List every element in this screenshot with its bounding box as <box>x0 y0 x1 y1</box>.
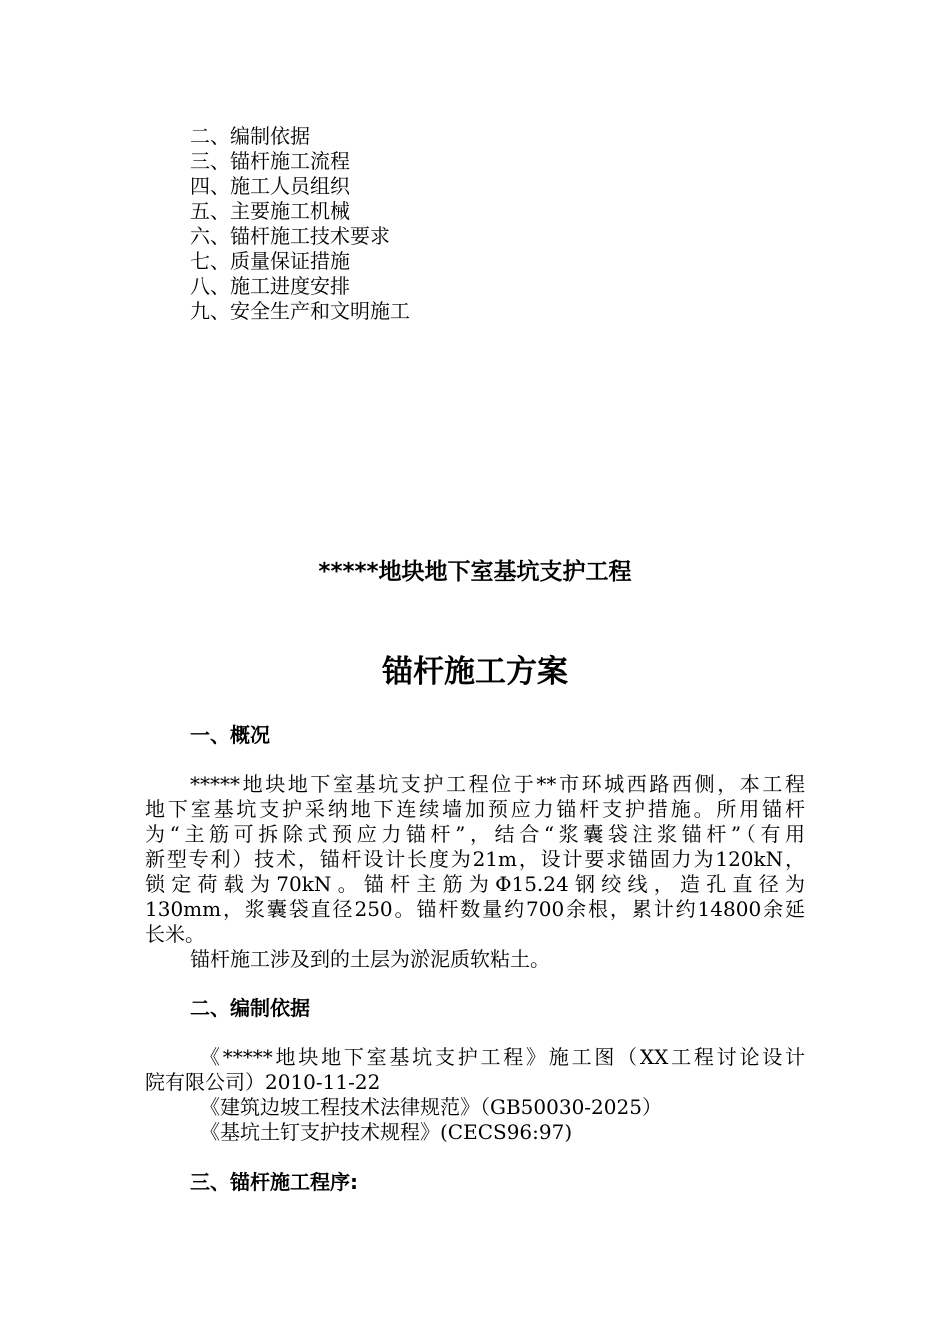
project-subtitle: *****地块地下室基坑支护工程 <box>318 559 632 585</box>
toc-item: 九、安全生产和文明施工 <box>190 299 410 323</box>
section-heading-procedure: 三、锚杆施工程序: <box>190 1170 358 1194</box>
toc-item: 六、锚杆施工技术要求 <box>190 224 390 248</box>
paragraph-line: 新型专利）技术，锚杆设计长度为21m，设计要求锚固力为120kN， <box>145 847 805 871</box>
paragraph-line: 长米。 <box>145 922 205 946</box>
reference-line: 《*****地块地下室基坑支护工程》施工图（XX工程讨论设计 <box>200 1045 805 1069</box>
section-heading-overview: 一、概况 <box>190 723 270 747</box>
reference-line: 《基坑土钉支护技术规程》(CECS96:97) <box>200 1120 573 1144</box>
document-title: 锚杆施工方案 <box>382 654 568 690</box>
reference-slope-code <box>145 1095 805 1120</box>
paragraph-line: 锁定荷载为70kN。锚杆主筋为Φ15.24钢绞线，造孔直径为 <box>145 872 805 896</box>
paragraph-line: 锚杆施工涉及到的土层为淤泥质软粘土。 <box>190 947 550 971</box>
section-heading-basis: 二、编制依据 <box>190 996 310 1020</box>
toc-item: 五、主要施工机械 <box>190 199 350 223</box>
toc-item: 三、锚杆施工流程 <box>190 149 350 173</box>
paragraph-line: *****地块地下室基坑支护工程位于**市环城西路西侧，本工程 <box>190 772 805 796</box>
paragraph-line: 为“主筋可拆除式预应力锚杆”，结合“浆囊袋注浆锚杆”（有用 <box>145 822 805 846</box>
reference-line: 《建筑边坡工程技术法律规范》（GB50030-2025） <box>200 1095 662 1119</box>
toc-item: 七、质量保证措施 <box>190 249 350 273</box>
overview-paragraph <box>145 772 805 947</box>
reference-line: 院有限公司）2010-11-22 <box>145 1070 381 1094</box>
reference-nail-code <box>145 1120 805 1145</box>
soil-paragraph <box>145 947 805 972</box>
paragraph-line: 地下室基坑支护采纳地下连续墙加预应力锚杆支护措施。所用锚杆 <box>145 797 805 821</box>
reference-drawing <box>145 1045 805 1095</box>
table-of-contents <box>190 124 410 324</box>
toc-item: 二、编制依据 <box>190 124 310 148</box>
paragraph-line: 130mm，浆囊袋直径250。锚杆数量约700余根，累计约14800余延 <box>145 897 805 921</box>
toc-item: 四、施工人员组织 <box>190 174 350 198</box>
toc-item: 八、施工进度安排 <box>190 274 350 298</box>
